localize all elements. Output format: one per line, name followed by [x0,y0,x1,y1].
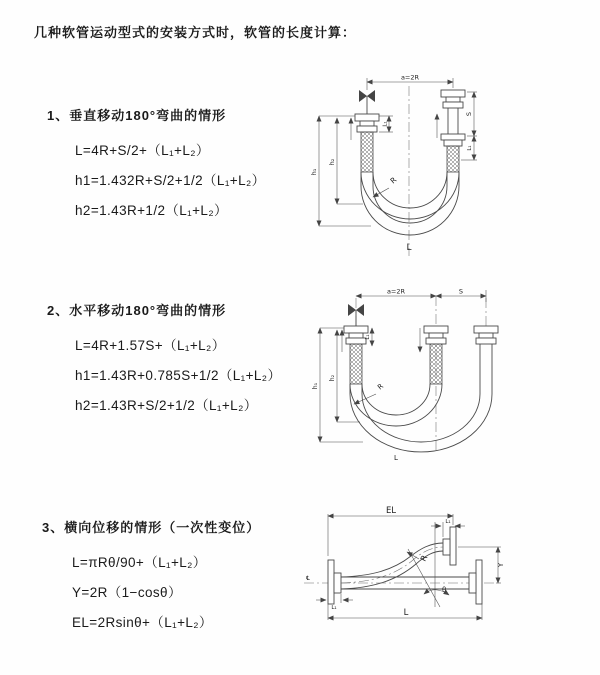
diagram-horizontal-180-bend [308,282,598,467]
dim-label-h2: h₂ [328,158,336,166]
right-fitting-upper [441,90,465,108]
centerline-symbol: ℄ [306,575,310,582]
section1-heading: 1、垂直移动180°弯曲的情形 [47,108,227,123]
left-flange [328,560,341,604]
dimension-l1-top [431,519,465,537]
hose-s-curve [341,543,443,589]
dimension-l [328,604,482,620]
middle-fitting [424,326,448,344]
dim-label-y: Y [497,562,505,568]
dimension-l1-left [316,594,353,611]
section2-heading: 2、水平移动180°弯曲的情形 [47,303,227,318]
formula-EL: EL=2Rsinθ+（L₁+L₂） [72,615,213,630]
dim-label-s: S [465,111,473,117]
dim-label-l1-left: L₁ [331,605,337,611]
dim-label-l1-top: L₁ [445,519,451,525]
dim-label-h2: h₂ [329,374,336,382]
formula-Y: Y=2R（1−cosθ） [72,585,182,600]
dim-label-l1-right: L₁ [467,145,473,151]
diagram-lateral-displacement [298,502,600,650]
formula-h2: h2=1.43R+1/2（L₁+L₂） [75,203,228,218]
section-vertical-bend [47,105,266,226]
dimension-s [465,92,477,136]
valve-icon [359,90,375,114]
diagram-vertical-180-bend [305,70,595,265]
formula-h2-2: h2=1.43R+S/2+1/2（L₁+L₂） [75,398,258,413]
left-hose-braid [361,132,373,172]
formula-h1-2: h1=1.43R+0.785S+1/2（L₁+L₂） [75,368,282,383]
page-title: 几种软管运动型式的安装方式时，软管的长度计算： [34,25,357,40]
formula-L1: L=4R+S/2+（L₁+L₂） [75,143,210,158]
section-horizontal-bend [47,300,281,421]
radius-label: R [376,382,386,392]
dim-label-s: S [458,287,464,296]
hose-u-bends [361,172,459,235]
length-label: L [406,243,412,253]
top-right-flange [443,527,456,565]
theta-label: θ [442,586,447,594]
dimension-s [436,288,486,297]
radius-label: R [388,175,399,186]
formula-L3: L=πRθ/90+（L₁+L₂） [72,555,207,570]
middle-hose-braid [430,344,442,384]
right-flange [469,560,482,604]
formula-h1: h1=1.432R+S/2+1/2（L₁+L₂） [75,173,266,188]
radius-leader [354,394,376,404]
dim-label-a2r: a=2R [386,287,406,296]
dim-label-l1-left: L₁ [382,121,389,127]
dim-label-l1: L₁ [365,334,371,340]
right-hose-braid [447,146,459,172]
dim-label-h1: h₁ [310,168,318,176]
dimension-a2r [356,288,486,303]
dim-label-a2r: a=2R [400,73,420,82]
dim-label-el: EL [385,506,397,516]
section3-heading: 3、横向位移的情形（一次性变位） [42,520,261,535]
dim-label-h1: h₁ [312,382,319,390]
length-label: L [394,454,398,462]
radius-label: R [418,553,430,563]
formula-L2: L=4R+1.57S+（L₁+L₂） [75,338,226,353]
dimension-l1-left [379,116,393,132]
dimension-el [328,506,453,556]
right-fitting [474,326,498,344]
right-fitting-lower [441,134,465,146]
left-fitting [355,114,379,132]
radius-leader [373,188,389,197]
section-lateral-displacement [42,517,260,638]
hose-u-bends [350,366,492,452]
dimension-a2r [367,74,453,91]
left-hose-braid [350,344,362,384]
dim-label-l: L [403,608,409,618]
